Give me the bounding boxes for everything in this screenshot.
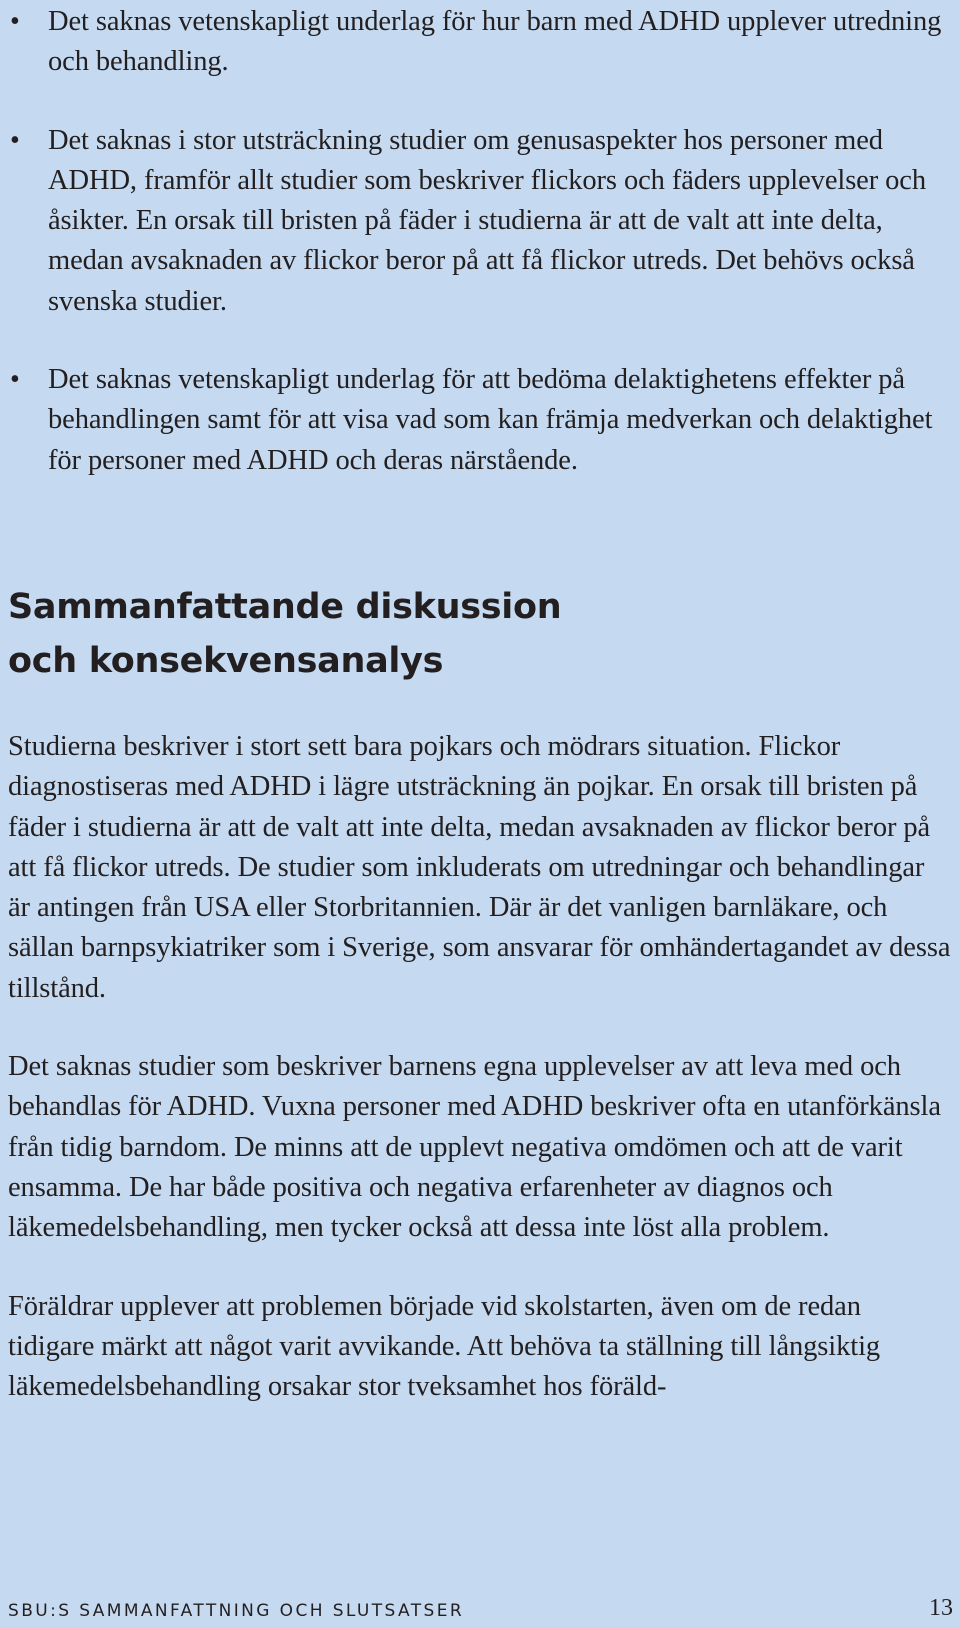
section-heading-line-2: och konsekvensanalys (8, 641, 444, 681)
paragraph: Det saknas studier som beskriver barnens egna upplevelser av att leva med och behandlas för ADHD. Vuxna personer med ADHD beskriver ofta en utanförkänsla från tidig barndom. De minns att de upplevt negativa omdömen och att de varit ensamma. De har både positiva och negativa erfarenheter av diagnos och läkemedelsbehandling, men tycker också att dessa inte löst alla problem. (8, 1051, 941, 1244)
bullet-text: Det saknas vetenskapligt underlag för hur barn med ADHD upplever utredning och behandling. (48, 6, 942, 78)
paragraph: Föräldrar upplever att problemen började vid skolstarten, även om de redan tidigare märkt att något varit avvikande. Att behöva ta ställning till långsiktig läkemedelsbehandling orsakar stor tveksamhet hos föräld- (8, 1290, 881, 1403)
bullet-item (10, 360, 955, 481)
bullet-list (10, 2, 955, 519)
page-footer (8, 1595, 953, 1625)
paragraph: Studierna beskriver i stort sett bara pojkars och mödrars situation. Flickor diagnostiseras med ADHD i lägre utsträckning än pojkar. En orsak till bristen på fäder i studierna är att de valt att inte delta, medan avsaknaden av flickor beror på att få flickor utreds. De studier som inkluderats om utredningar och behandlingar är antingen från USA eller Storbritannien. Där är det vanligen barnläkare, och sällan barnpsykiatriker som i Sverige, som ansvarar för omhändertagandet av dessa tillstånd. (8, 731, 951, 1004)
body-text (8, 727, 953, 1445)
section-heading (8, 580, 948, 688)
bullet-marker: • (10, 364, 20, 396)
bullet-item (10, 121, 955, 322)
bullet-marker: • (10, 124, 20, 156)
bullet-item (10, 2, 955, 83)
bullet-text: Det saknas i stor utsträckning studier om genusaspekter hos personer med ADHD, framför allt studier som beskriver flickors och fäders upplevelser och åsikter. En orsak till bristen på fäder i studierna är att de valt att inte delta, medan avsaknaden av flickor beror på att få flickor utreds. Det behövs också svenska studier. (48, 124, 927, 317)
bullet-marker: • (10, 6, 20, 37)
section-heading-line-1: Sammanfattande diskussion (8, 587, 562, 627)
bullet-text: Det saknas vetenskapligt underlag för att bedöma delaktighetens effekter på behandlingen samt för att visa vad som kan främja medverkan och delaktighet för personer med ADHD och deras närstående. (48, 364, 933, 476)
footer-title: SBU:S SAMMANFATTNING OCH SLUTSATSER (8, 1601, 465, 1621)
page-number: 13 (929, 1595, 953, 1621)
